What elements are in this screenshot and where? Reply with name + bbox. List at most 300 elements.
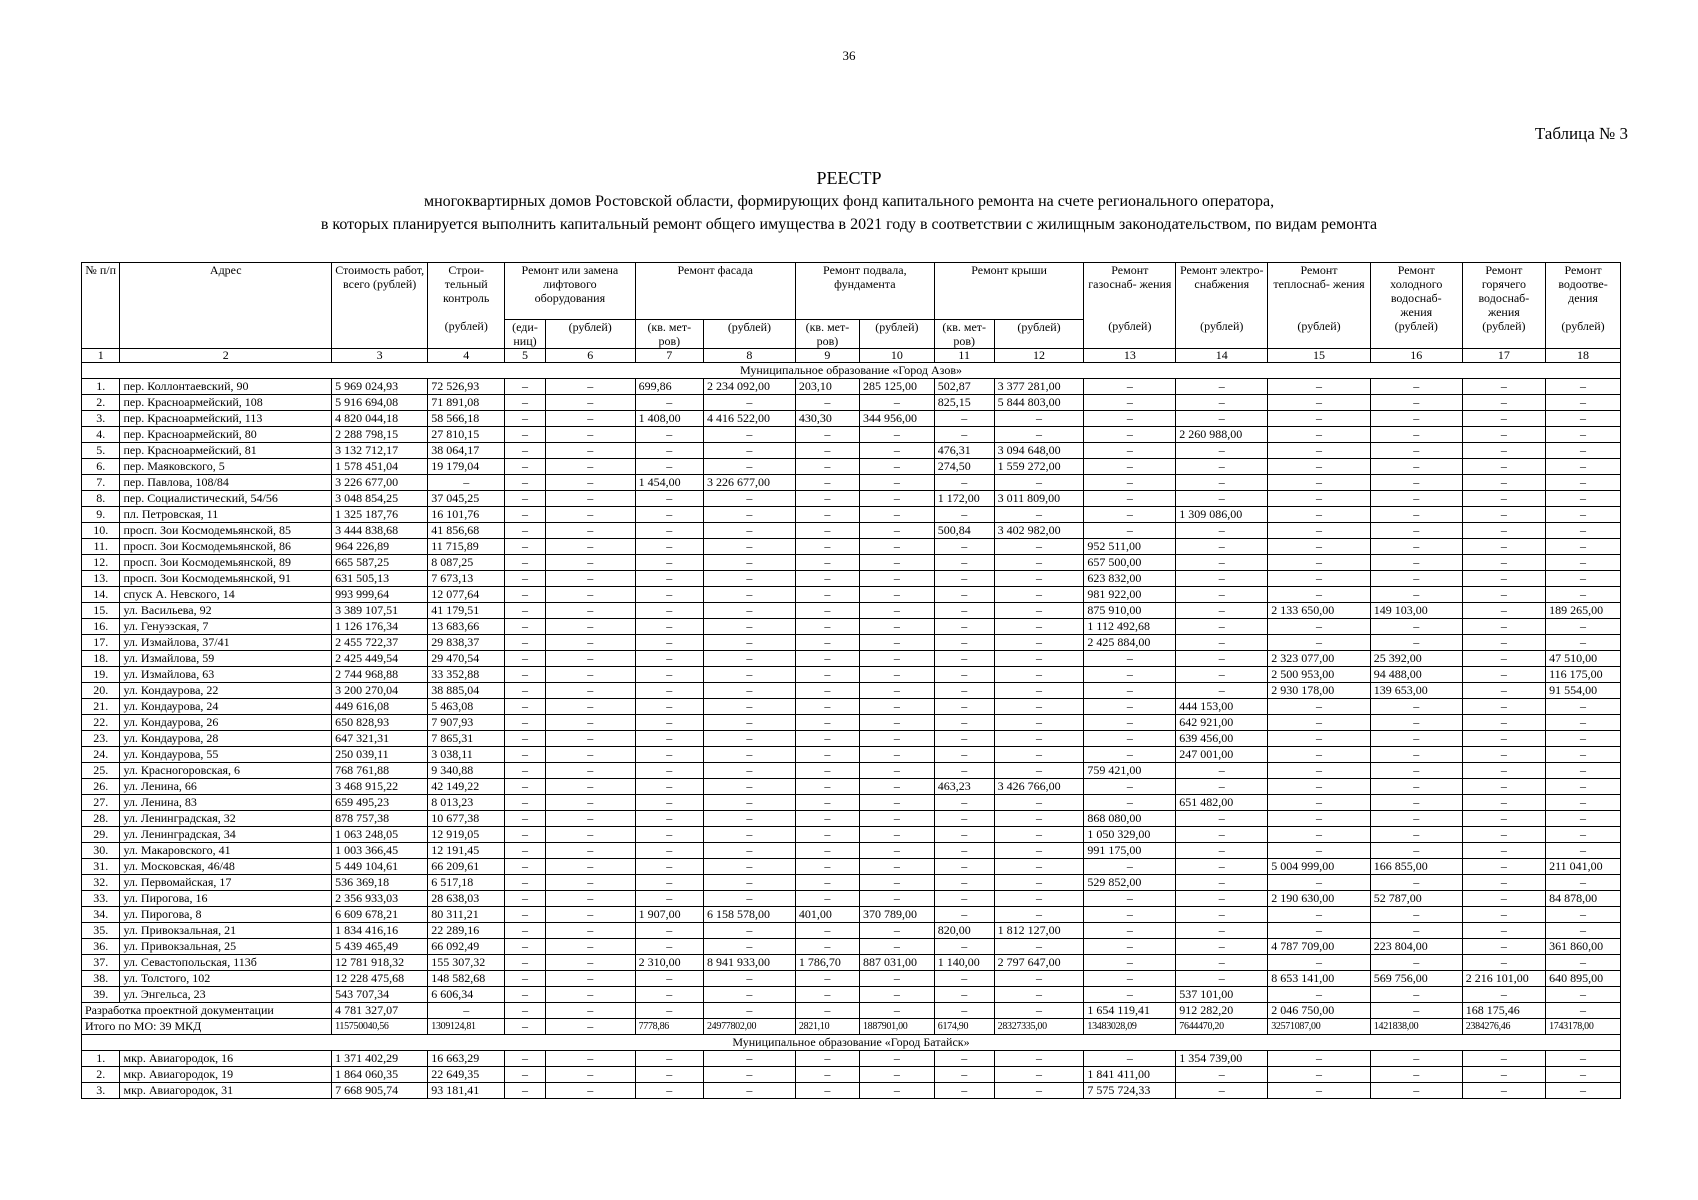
table-cell: – (1370, 634, 1462, 650)
column-number: 1 (82, 348, 120, 362)
table-cell: – (1462, 410, 1545, 426)
table-cell: 22 649,35 (428, 1066, 505, 1082)
table-cell: 16 663,29 (428, 1050, 505, 1066)
table-cell: – (1462, 378, 1545, 394)
table-cell: – (1084, 906, 1176, 922)
address-cell: ул. Кондаурова, 22 (120, 682, 332, 698)
table-cell: – (635, 634, 703, 650)
table-row (82, 538, 1621, 554)
table-cell: 6 158 578,00 (703, 906, 795, 922)
table-cell: – (1462, 682, 1545, 698)
table-cell: – (1268, 746, 1371, 762)
table-cell: – (1546, 698, 1621, 714)
table-cell: – (635, 650, 703, 666)
table-cell: – (703, 538, 795, 554)
header-heat: Ремонт теплоснаб- жения (1268, 263, 1371, 320)
table-row (82, 378, 1621, 394)
table-cell: – (703, 826, 795, 842)
table-row (82, 858, 1621, 874)
table-cell: – (635, 1050, 703, 1066)
table-cell: – (703, 730, 795, 746)
table-cell: – (505, 666, 546, 682)
table-cell: 2 310,00 (635, 954, 703, 970)
table-cell: – (505, 586, 546, 602)
table-cell: 401,00 (795, 906, 859, 922)
table-cell: – (1176, 586, 1268, 602)
address-cell: ул. Ленинградская, 34 (120, 826, 332, 842)
table-cell: – (1268, 1066, 1371, 1082)
row-label: Разработка проектной документации (82, 1002, 332, 1018)
section-title: Муниципальное образование «Город Батайск» (82, 1034, 1621, 1050)
table-cell: – (635, 938, 703, 954)
table-cell: – (934, 730, 994, 746)
section-row (82, 362, 1621, 378)
table-cell: – (1462, 602, 1545, 618)
table-cell: – (545, 970, 635, 986)
table-cell: – (1176, 826, 1268, 842)
table-cell: – (1268, 906, 1371, 922)
table-cell: – (1268, 762, 1371, 778)
table-cell: – (859, 714, 934, 730)
table-cell: – (545, 746, 635, 762)
table-cell: – (1084, 378, 1176, 394)
total-cell: – (505, 1018, 546, 1034)
table-cell: – (1084, 442, 1176, 458)
table-cell: 4 781 327,07 (332, 1002, 428, 1018)
table-cell: – (1370, 458, 1462, 474)
address-cell: ул. Севастопольская, 113б (120, 954, 332, 970)
table-cell: – (505, 1066, 546, 1082)
table-cell: 964 226,89 (332, 538, 428, 554)
table-cell: – (1268, 426, 1371, 442)
table-cell: 7. (82, 474, 120, 490)
table-cell: – (635, 874, 703, 890)
table-cell: – (505, 490, 546, 506)
table-cell: 211 041,00 (1546, 858, 1621, 874)
table-cell: – (1268, 554, 1371, 570)
table-cell: – (1268, 586, 1371, 602)
table-cell: – (505, 394, 546, 410)
table-cell: – (505, 538, 546, 554)
address-cell: ул. Васильева, 92 (120, 602, 332, 618)
table-cell: – (1462, 442, 1545, 458)
table-cell: 1 126 176,34 (332, 618, 428, 634)
table-cell: – (1176, 554, 1268, 570)
table-cell: – (1176, 778, 1268, 794)
table-cell: 5 916 694,08 (332, 394, 428, 410)
table-cell: 2 190 630,00 (1268, 890, 1371, 906)
table-cell: – (934, 634, 994, 650)
table-cell: – (1462, 586, 1545, 602)
table-cell: – (1370, 842, 1462, 858)
table-cell: – (1176, 970, 1268, 986)
address-cell: ул. Ленина, 66 (120, 778, 332, 794)
header-electro: Ремонт электро- снабжения (1176, 263, 1268, 320)
table-cell: 37 045,25 (428, 490, 505, 506)
table-cell: – (635, 714, 703, 730)
table-cell: – (1546, 714, 1621, 730)
table-cell: 1 408,00 (635, 410, 703, 426)
table-cell: – (1176, 890, 1268, 906)
table-cell: 825,15 (934, 394, 994, 410)
table-cell: – (1462, 794, 1545, 810)
table-cell: 3 468 915,22 (332, 778, 428, 794)
table-cell: – (859, 458, 934, 474)
header-roof-sqm: (кв. мет- ров) (934, 319, 994, 348)
table-cell: – (994, 730, 1084, 746)
table-cell: – (1370, 1082, 1462, 1098)
table-cell: 430,30 (795, 410, 859, 426)
table-cell: 3 094 648,00 (994, 442, 1084, 458)
table-cell: 1 559 272,00 (994, 458, 1084, 474)
table-cell: – (1084, 858, 1176, 874)
table-cell: – (703, 458, 795, 474)
table-cell: – (1176, 810, 1268, 826)
table-cell: – (635, 458, 703, 474)
table-cell: – (1268, 922, 1371, 938)
table-row (82, 810, 1621, 826)
table-cell: – (795, 874, 859, 890)
table-cell: – (994, 666, 1084, 682)
table-cell: – (859, 762, 934, 778)
table-cell: 1 834 416,16 (332, 922, 428, 938)
table-cell: 11. (82, 538, 120, 554)
table-cell: – (795, 1050, 859, 1066)
table-cell: – (795, 714, 859, 730)
table-cell: – (545, 1082, 635, 1098)
table-cell: 5 004 999,00 (1268, 858, 1371, 874)
table-cell: 94 488,00 (1370, 666, 1462, 682)
table-cell: 35. (82, 922, 120, 938)
table-cell: – (505, 762, 546, 778)
column-number: 16 (1370, 348, 1462, 362)
header-cost: Стоимость работ, всего (рублей) (332, 263, 428, 349)
table-cell: – (1370, 954, 1462, 970)
table-cell: – (545, 906, 635, 922)
table-cell: 9 340,88 (428, 762, 505, 778)
table-cell: – (428, 474, 505, 490)
table-cell: – (934, 938, 994, 954)
table-cell: 2 455 722,37 (332, 634, 428, 650)
table-cell: – (1268, 778, 1371, 794)
table-cell: – (505, 602, 546, 618)
table-cell: 370 789,00 (859, 906, 934, 922)
table-cell: 2 500 953,00 (1268, 666, 1371, 682)
table-cell: 3 226 677,00 (332, 474, 428, 490)
header-facade: Ремонт фасада (635, 263, 795, 320)
table-cell: – (1268, 698, 1371, 714)
table-cell: – (1462, 506, 1545, 522)
table-cell: – (934, 970, 994, 986)
total-cell: 1887901,00 (859, 1018, 934, 1034)
table-cell: – (934, 762, 994, 778)
table-cell: – (1370, 986, 1462, 1002)
table-cell: 5 439 465,49 (332, 938, 428, 954)
table-cell: – (1462, 874, 1545, 890)
table-cell: – (1370, 906, 1462, 922)
table-cell: – (795, 938, 859, 954)
table-cell: – (545, 874, 635, 890)
table-cell: – (505, 618, 546, 634)
table-cell: – (994, 570, 1084, 586)
table-cell: – (1084, 426, 1176, 442)
table-cell: – (1462, 698, 1545, 714)
table-cell: – (545, 842, 635, 858)
table-cell: – (703, 586, 795, 602)
table-cell: – (1370, 746, 1462, 762)
table-cell: 66 092,49 (428, 938, 505, 954)
table-cell: – (994, 714, 1084, 730)
table-cell: 19 179,04 (428, 458, 505, 474)
table-cell: 3 048 854,25 (332, 490, 428, 506)
table-cell: – (994, 698, 1084, 714)
table-cell: – (1176, 394, 1268, 410)
table-cell: 463,23 (934, 778, 994, 794)
table-cell: – (1546, 522, 1621, 538)
header-drain: Ремонт водоотве- дения (1546, 263, 1621, 320)
table-cell: 30. (82, 842, 120, 858)
table-cell: – (1462, 666, 1545, 682)
table-cell: – (994, 794, 1084, 810)
table-cell: – (1370, 922, 1462, 938)
table-cell: – (1462, 906, 1545, 922)
table-cell: – (934, 890, 994, 906)
table-cell: – (859, 842, 934, 858)
table-cell: – (1370, 426, 1462, 442)
column-number: 6 (545, 348, 635, 362)
table-cell: – (994, 1002, 1084, 1018)
table-cell: 22 289,16 (428, 922, 505, 938)
table-cell: – (795, 778, 859, 794)
table-cell: 3 011 809,00 (994, 490, 1084, 506)
table-cell: – (505, 938, 546, 954)
row-label: Итого по МО: 39 МКД (82, 1018, 332, 1034)
address-cell: ул. Пирогова, 8 (120, 906, 332, 922)
table-cell: – (545, 794, 635, 810)
table-cell: – (635, 618, 703, 634)
table-cell: 148 582,68 (428, 970, 505, 986)
table-cell: – (545, 938, 635, 954)
table-cell: 3 444 838,68 (332, 522, 428, 538)
table-cell: – (1176, 666, 1268, 682)
table-cell: – (505, 682, 546, 698)
table-cell: – (1084, 490, 1176, 506)
table-cell: – (703, 650, 795, 666)
table-cell: 28 638,03 (428, 890, 505, 906)
address-cell: ул. Кондаурова, 24 (120, 698, 332, 714)
table-cell: – (1462, 842, 1545, 858)
table-cell: – (859, 554, 934, 570)
table-cell: – (1268, 1050, 1371, 1066)
table-cell: 23. (82, 730, 120, 746)
table-cell: – (635, 666, 703, 682)
table-cell: – (635, 602, 703, 618)
table-cell: – (505, 890, 546, 906)
table-cell: – (859, 650, 934, 666)
address-cell: пер. Павлова, 108/84 (120, 474, 332, 490)
table-cell: – (1176, 634, 1268, 650)
table-cell: – (934, 1050, 994, 1066)
table-cell: 2 425 449,54 (332, 650, 428, 666)
table-cell: – (635, 778, 703, 794)
table-cell: – (1268, 954, 1371, 970)
table-cell: – (934, 842, 994, 858)
table-cell: – (859, 490, 934, 506)
table-cell: – (859, 922, 934, 938)
table-cell: – (1084, 986, 1176, 1002)
table-cell: – (1268, 410, 1371, 426)
total-cell: 7644470,20 (1176, 1018, 1268, 1034)
table-cell: 38 885,04 (428, 682, 505, 698)
table-cell: 657 500,00 (1084, 554, 1176, 570)
table-cell: – (1176, 650, 1268, 666)
table-cell: – (1462, 458, 1545, 474)
table-cell: 3. (82, 410, 120, 426)
table-cell: 15. (82, 602, 120, 618)
column-number: 7 (635, 348, 703, 362)
table-cell: – (703, 426, 795, 442)
table-cell: 699,86 (635, 378, 703, 394)
table-cell: 623 832,00 (1084, 570, 1176, 586)
table-row (82, 410, 1621, 426)
table-cell: – (545, 1002, 635, 1018)
table-cell: – (994, 842, 1084, 858)
table-row (82, 890, 1621, 906)
table-cell: – (505, 570, 546, 586)
table-cell: – (545, 394, 635, 410)
table-cell: – (1546, 554, 1621, 570)
table-cell: – (994, 506, 1084, 522)
table-cell: – (545, 1050, 635, 1066)
table-cell: – (1268, 794, 1371, 810)
address-cell: ул. Ленинградская, 32 (120, 810, 332, 826)
table-cell: – (505, 842, 546, 858)
column-number: 9 (795, 348, 859, 362)
total-cell: 6174,90 (934, 1018, 994, 1034)
table-cell: – (1084, 474, 1176, 490)
table-cell: – (1176, 922, 1268, 938)
table-cell: – (934, 858, 994, 874)
document-subtitle-line1: многоквартирных домов Ростовской области, формирующих фонд капитального ремонта на счете регионального оператора, (423, 193, 1275, 210)
table-cell: 32. (82, 874, 120, 890)
table-cell: 29 838,37 (428, 634, 505, 650)
table-cell: – (1546, 1082, 1621, 1098)
table-cell: – (1462, 1066, 1545, 1082)
table-cell: 2. (82, 1066, 120, 1082)
table-cell: – (1176, 410, 1268, 426)
table-cell: – (1462, 1050, 1545, 1066)
header-heat-rub: (рублей) (1268, 319, 1371, 348)
table-cell: – (859, 938, 934, 954)
table-cell: – (1370, 618, 1462, 634)
table-cell: – (859, 682, 934, 698)
table-cell: 12 077,64 (428, 586, 505, 602)
table-cell: – (1462, 474, 1545, 490)
table-cell: 2 216 101,00 (1462, 970, 1545, 986)
table-cell: – (703, 394, 795, 410)
table-cell: – (795, 986, 859, 1002)
table-cell: 1 063 248,05 (332, 826, 428, 842)
table-cell: – (1268, 810, 1371, 826)
table-cell: 1 371 402,29 (332, 1050, 428, 1066)
table-cell: – (703, 1050, 795, 1066)
address-cell: ул. Макаровского, 41 (120, 842, 332, 858)
header-basement: Ремонт подвала, фундамента (795, 263, 934, 320)
table-cell: – (859, 426, 934, 442)
table-cell: 7 907,93 (428, 714, 505, 730)
table-cell: – (1084, 698, 1176, 714)
table-row (82, 650, 1621, 666)
table-cell: – (795, 554, 859, 570)
table-cell: – (505, 970, 546, 986)
table-cell: – (1084, 682, 1176, 698)
table-cell: – (795, 618, 859, 634)
table-cell: – (795, 650, 859, 666)
table-cell: 17. (82, 634, 120, 650)
table-cell: 250 039,11 (332, 746, 428, 762)
table-cell: – (1462, 810, 1545, 826)
table-cell: – (545, 858, 635, 874)
table-cell: – (703, 762, 795, 778)
address-cell: ул. Энгельса, 23 (120, 986, 332, 1002)
table-cell: – (1268, 394, 1371, 410)
column-number: 5 (505, 348, 546, 362)
column-number: 2 (120, 348, 332, 362)
address-cell: пер. Красноармейский, 81 (120, 442, 332, 458)
table-cell: 10 677,38 (428, 810, 505, 826)
table-cell: – (545, 810, 635, 826)
table-cell: – (1176, 1082, 1268, 1098)
table-cell: 41 856,68 (428, 522, 505, 538)
table-row (82, 842, 1621, 858)
table-cell: 642 921,00 (1176, 714, 1268, 730)
table-cell: 640 895,00 (1546, 970, 1621, 986)
table-cell: – (1462, 634, 1545, 650)
header-lift-units: (еди- ниц) (505, 319, 546, 348)
table-cell: – (703, 1082, 795, 1098)
table-cell: – (795, 826, 859, 842)
table-cell: – (1546, 762, 1621, 778)
table-cell: – (795, 794, 859, 810)
table-cell: – (994, 1066, 1084, 1082)
table-cell: – (1546, 842, 1621, 858)
header-hot: Ремонт горячего водоснаб- жения (1462, 263, 1545, 320)
table-cell: – (934, 826, 994, 842)
table-cell: – (1546, 794, 1621, 810)
table-cell: – (505, 714, 546, 730)
table-cell: – (635, 730, 703, 746)
table-cell: – (934, 602, 994, 618)
table-cell: – (795, 730, 859, 746)
table-cell: 2. (82, 394, 120, 410)
table-cell: – (1084, 778, 1176, 794)
table-cell: – (934, 698, 994, 714)
table-cell: – (545, 410, 635, 426)
table-header (82, 263, 1621, 349)
table-cell: 659 495,23 (332, 794, 428, 810)
table-cell: – (1268, 986, 1371, 1002)
table-cell: – (795, 506, 859, 522)
table-cell: – (703, 986, 795, 1002)
address-cell: ул. Привокзальная, 25 (120, 938, 332, 954)
table-cell: – (703, 602, 795, 618)
table-cell: – (545, 666, 635, 682)
table-cell: – (1370, 490, 1462, 506)
table-row (82, 442, 1621, 458)
table-cell: – (1268, 490, 1371, 506)
table-row (82, 954, 1621, 970)
table-cell: – (703, 442, 795, 458)
